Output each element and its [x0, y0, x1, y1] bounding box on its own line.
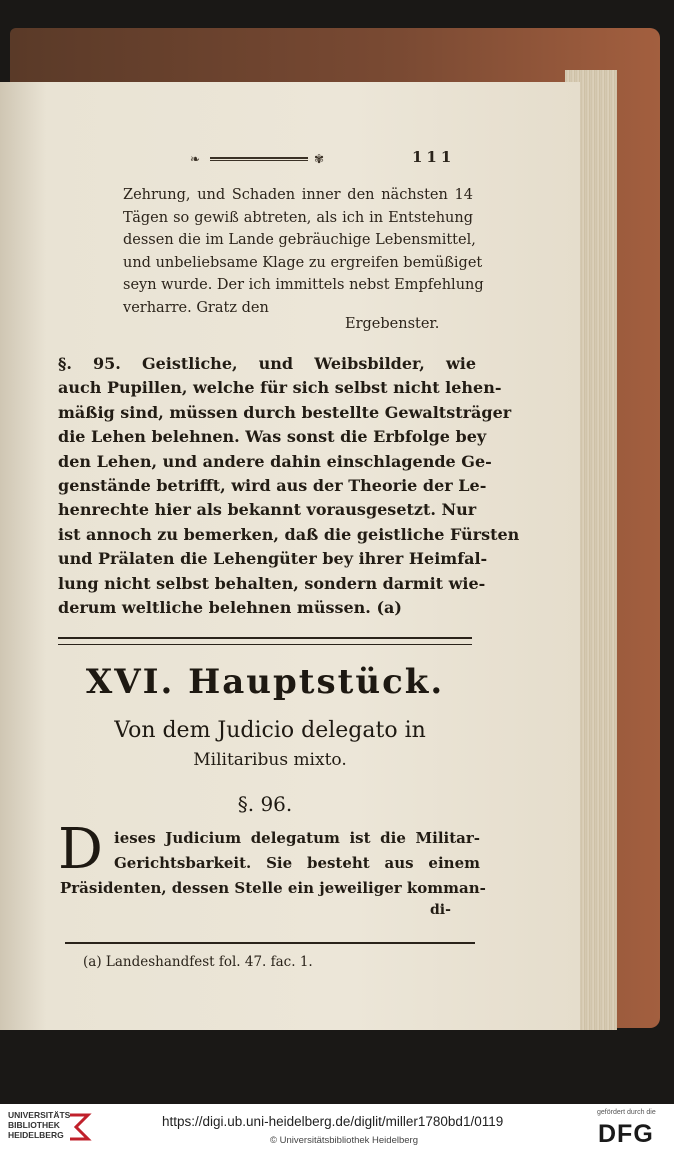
paragraph-line: ist annoch zu bemerken, daß die geistliche Fürsten — [58, 524, 520, 544]
paragraph-line: die Lehen belehnen. Was sonst die Erbfolge bey — [58, 427, 487, 447]
letter-line: Zehrung, und Schaden inner den nächsten 14 — [123, 187, 473, 203]
chapter-subtitle: Von dem Judicio delegato in — [114, 718, 426, 743]
paragraph-line: den Lehen, und andere dahin einschlagende Ge- — [58, 451, 492, 471]
paragraph-line: mäßig sind, müssen durch bestellte Gewaltsträger — [58, 402, 512, 422]
letter-closing: Ergebenster. — [345, 316, 440, 332]
page-header — [190, 148, 460, 168]
paragraph-line: henrechte hier als bekannt vorausgesetzt. Nur — [58, 500, 477, 520]
paragraph-line: Präsidenten, dessen Stelle ein jeweiliger komman- — [60, 879, 486, 897]
catchword: di- — [430, 902, 451, 918]
library-logo-text[interactable]: UNIVERSITÄTS- BIBLIOTHEK HEIDELBERG — [8, 1110, 74, 1140]
dfg-logo[interactable]: DFG — [598, 1120, 654, 1148]
ornament-right-icon: ✾ — [314, 152, 325, 166]
footnote-rule — [65, 942, 475, 944]
section-divider — [58, 637, 472, 645]
paragraph-96 — [60, 826, 486, 901]
letter-line: dessen die im Lande gebräuchige Lebensmittel, — [123, 232, 476, 248]
paragraph-line: ieses Judicium delegatum ist die Militar- — [114, 829, 480, 847]
letter-line: seyn wurde. Der ich immittels nebst Empfehlung — [123, 277, 484, 293]
footnote: (a) Landeshandfest fol. 47. fac. 1. — [83, 954, 313, 970]
drop-cap: D — [58, 817, 103, 882]
paragraph-line: derum weltliche belehnen müssen. (a) — [58, 598, 402, 618]
section-heading: §. 96. — [237, 792, 293, 816]
paragraph-line: lung nicht selbst behalten, sondern darmit wie- — [58, 573, 486, 593]
paragraph-line: §. 95. Geistliche, und Weibsbilder, wie — [58, 354, 476, 373]
letter-text — [123, 184, 484, 319]
paragraph-line: genstände betrifft, wird aus der Theorie der Le- — [58, 476, 487, 496]
copyright-notice: © Universitätsbibliothek Heidelberg — [270, 1135, 418, 1146]
paragraph-line: Gerichtsbarkeit. Sie besteht aus einem — [114, 854, 480, 872]
paragraph-95 — [58, 352, 520, 620]
funding-note: gefördert durch die — [597, 1109, 656, 1116]
viewer-footer — [0, 1104, 674, 1154]
letter-line: Tägen so gewiß abtreten, als ich in Entstehung — [123, 209, 473, 226]
library-logo-icon — [66, 1111, 94, 1145]
paragraph-line: und Prälaten die Lehengüter bey ihrer Heimfal- — [58, 549, 488, 569]
chapter-subtitle-2: Militaribus mixto. — [193, 750, 347, 770]
page-url-link[interactable]: https://digi.ub.uni-heidelberg.de/diglit/miller1780bd1/0119 — [162, 1114, 504, 1129]
chapter-title: XVI. Hauptstück. — [85, 662, 445, 702]
letter-line: verharre. Gratz den — [123, 299, 269, 316]
letter-line: und unbeliebsame Klage zu ergreifen bemüßiget — [123, 254, 483, 271]
ornament-left-icon: ❧ — [190, 152, 201, 166]
paragraph-line: auch Pupillen, welche für sich selbst nicht lehen- — [58, 378, 502, 398]
page-number: 111 — [412, 148, 456, 166]
header-rule — [210, 157, 308, 161]
